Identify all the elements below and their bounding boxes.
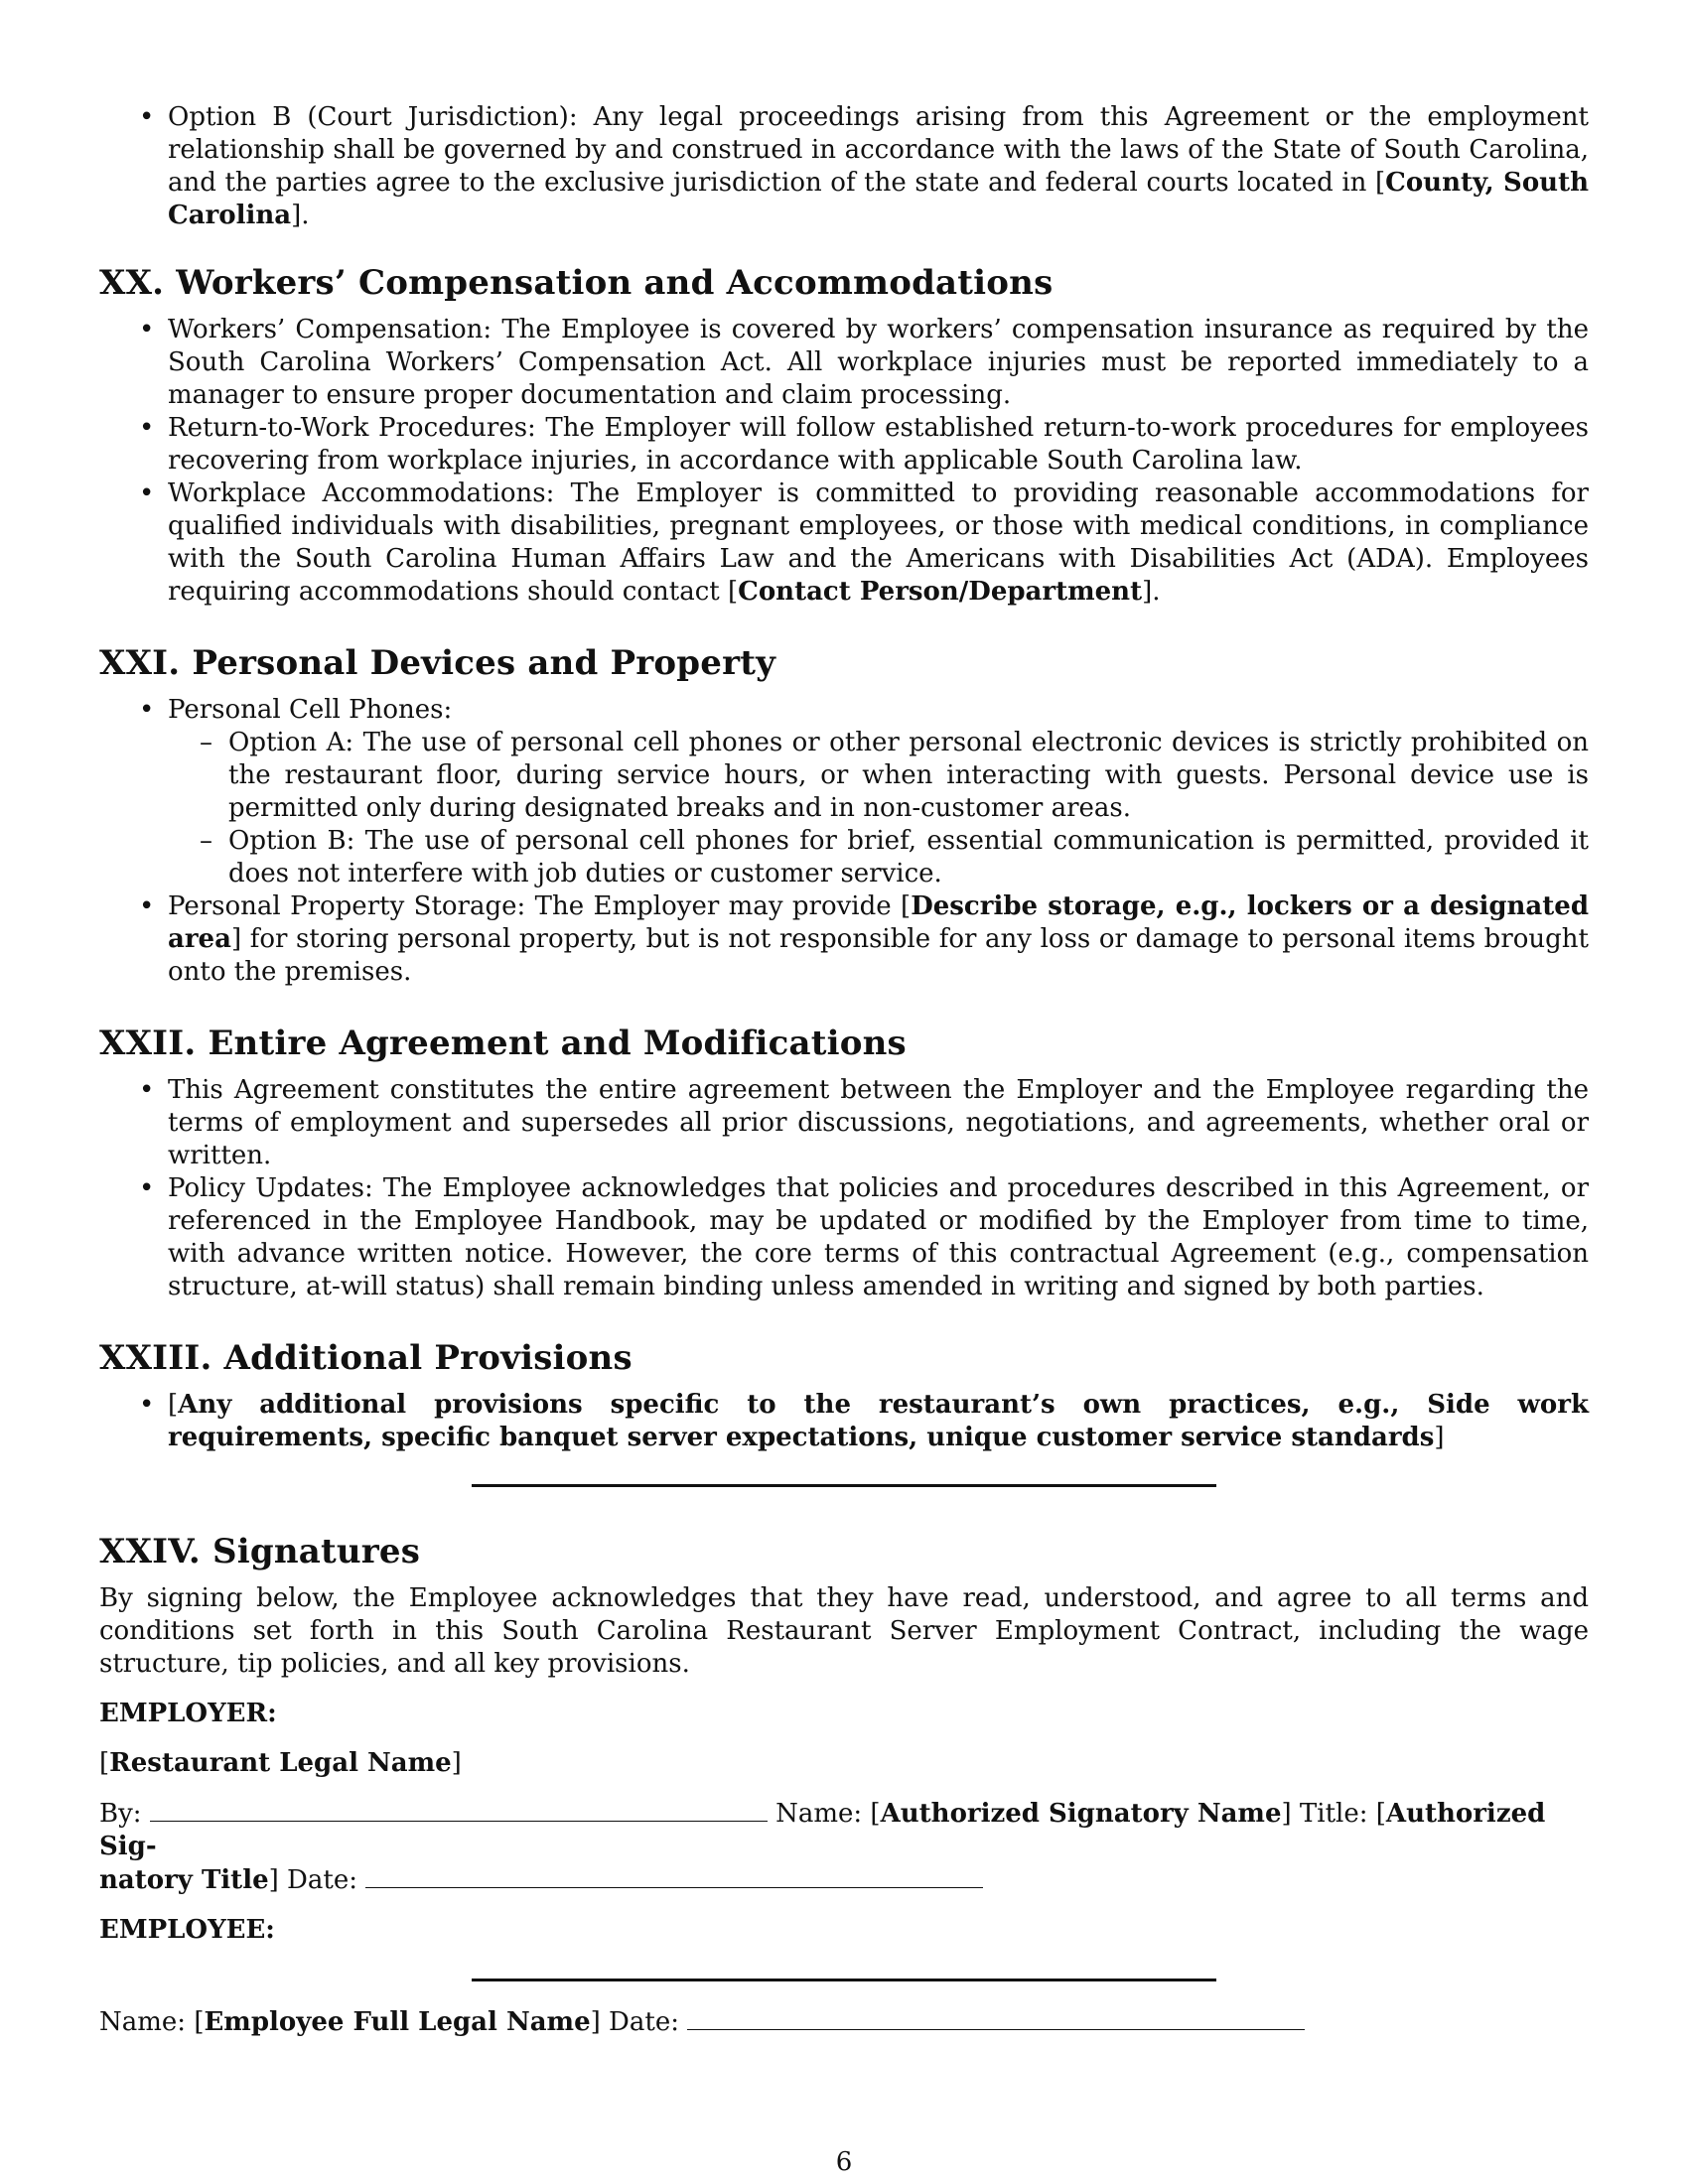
section-xx-list [99,314,1589,609]
employee-date-line[interactable] [687,2005,1305,2030]
option-b-court-jurisdiction: • Option B (Court Jurisdiction): Any legal proceedings arising from this Agreement or the employment relationship shall be governed by and construed in accordance with the laws of the State of South Carolina, and the parties agree to the exclusive jurisdiction of the state and federal courts located in [County, South Carolina]. [99,101,1589,232]
storage-prefix: Personal Property Storage: The Employer may provide [168,891,902,921]
section-xxii-list [99,1074,1589,1303]
storage-suffix: for storing personal property, but is not responsible for any loss or damage to personal items brought onto the premises. [168,924,1589,987]
section-xxiii-heading: XXIII. Additional Provisions [99,1338,633,1378]
contact-placeholder: Contact Person/Department [738,577,1143,607]
employer-title-label: Title: [1299,1799,1368,1829]
section-xxiii-list [99,1389,1589,1454]
section-xxi-heading: XXI. Personal Devices and Property [99,643,776,683]
signatory-name-placeholder: Authorized Signatory Name [880,1799,1282,1829]
restaurant-name-line: [Restaurant Legal Name] [99,1748,462,1778]
employee-name-placeholder: Employee Full Legal Name [204,2007,591,2037]
employer-signature-block: By: Name: [Authorized Signatory Name] Title: [Authorized Sig- natory Title] Date: [99,1799,1546,1895]
cell-phones-label: Personal Cell Phones: [168,695,453,725]
list-item-storage: • Personal Property Storage: The Employer may provide [Describe storage, e.g., lockers or a designated area] for storing personal property, but is not responsible for any loss or damage to personal items brought onto the premises. [99,890,1589,989]
employer-signature-line[interactable] [150,1797,768,1822]
employee-name-label: Name: [99,2007,187,2037]
signatures-intro: By signing below, the Employee acknowledges that they have read, understood, and agree to all terms and conditions set forth in this South Carolina Restaurant Server Employment Contract, including the wage structure, tip policies, and all key provisions. [99,1583,1589,1679]
accommodations-text: Workplace Accommodations: The Employer is committed to providing reasonable accommodations for qualified individuals with disabilities, pregnant employees, or those with medical conditions, in compliance with the South Carolina Human Affairs Law and the Americans with Disabilities Act (ADA). Employees requiring accommodations should contact [168,478,1589,607]
list-item: – Option A: The use of personal cell phones or other personal electronic devices is strictly prohibited on the restaurant floor, during service hours, or when interacting with guests. Personal device use is permitted only during designated breaks and in non-customer areas. [168,727,1589,825]
section-xxii-heading: XXII. Entire Agreement and Modifications [99,1024,907,1063]
additional-provisions-placeholder: Any additional provisions specific to the restaurant’s own practices, e.g., Side work requirements, specific banquet server expectations, unique customer service standards [168,1390,1589,1452]
cell-phone-options-list [168,727,1589,890]
section-xx-heading: XX. Workers’ Compensation and Accommodations [99,263,1054,303]
option-b-text: Option B (Court Jurisdiction): Any legal proceedings arising from this Agreement or the employment relationship shall be governed by and construed in accordance with the laws of the State of South Carolina, and the parties agree to the exclusive jurisdiction of the state and federal courts located in [168,102,1589,198]
employer-date-label: Date: [287,1865,357,1895]
list-item: • Policy Updates: The Employee acknowledges that policies and procedures described in this Agreement, or referenced in the Employee Handbook, may be updated or modified by the Employer from time to time, with advance written notice. However, the core terms of this contractual Agreement (e.g., compensation structure, at-will status) shall remain binding unless amended in writing and signed by both parties. [99,1172,1589,1303]
county-placeholder: County, South Carolina [168,168,1589,230]
signatory-title-placeholder-part2: natory Title [99,1865,269,1895]
list-item: • This Agreement constitutes the entire agreement between the Employer and the Employee regarding the terms of employment and supersedes all prior discussions, negotiations, and agreements, whether oral or written. [99,1074,1589,1172]
employer-date-line[interactable] [365,1863,983,1888]
employer-label: EMPLOYER: [99,1699,277,1728]
section-divider [472,1484,1216,1487]
employee-date-label: Date: [609,2007,679,2037]
signatory-title-placeholder-part1: Authorized Sig- [99,1799,1546,1861]
list-item-additional-provisions: • [Any additional provisions specific to the restaurant’s own practices, e.g., Side work requirements, specific banquet server expectations, unique customer service standards] [99,1389,1589,1454]
restaurant-name-placeholder: Restaurant Legal Name [109,1748,452,1778]
employee-name-date-line: Name: [Employee Full Legal Name] Date: [99,2005,1589,2039]
by-label: By: [99,1799,142,1829]
list-item: • Workers’ Compensation: The Employee is covered by workers’ compensation insurance as required by the South Carolina Workers’ Compensation Act. All workplace injuries must be reported immediately to a manager to ensure proper documentation and claim processing. [99,314,1589,412]
employee-signature-line[interactable] [472,1979,1216,1981]
list-item: – Option B: The use of personal cell phones for brief, essential communication is permitted, provided it does not interfere with job duties or customer service. [168,825,1589,890]
section-xxiv-heading: XXIV. Signatures [99,1532,421,1571]
page-number: 6 [835,2147,853,2177]
list-item: • Return-to-Work Procedures: The Employer will follow established return-to-work procedures for employees recovering from workplace injuries, in accordance with applicable South Carolina law. [99,412,1589,478]
list-item-cell-phones [99,694,1589,890]
storage-placeholder: Describe storage, e.g., lockers or a designated area [168,891,1590,954]
document-page [99,101,1589,2039]
section-xxi-list [99,694,1589,989]
jurisdiction-options-list [99,101,1589,232]
employer-name-label: Name: [775,1799,863,1829]
employee-label: EMPLOYEE: [99,1915,275,1945]
list-item-accommodations: • Workplace Accommodations: The Employer is committed to providing reasonable accommodations for qualified individuals with disabilities, pregnant employees, or those with medical conditions, in compliance with the South Carolina Human Affairs Law and the Americans with Disabilities Act (ADA). Employees requiring accommodations should contact [Contact Person/Department]. [99,478,1589,609]
